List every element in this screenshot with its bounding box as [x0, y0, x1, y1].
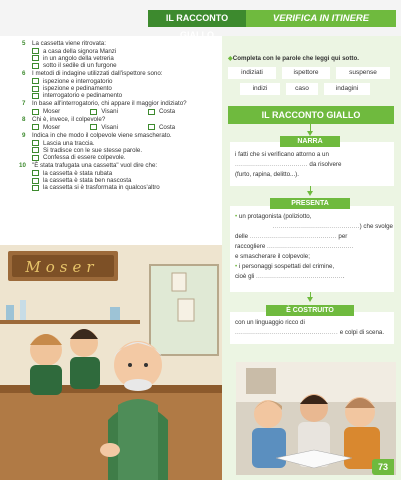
word-chip[interactable]: caso [286, 83, 318, 95]
checkbox[interactable] [148, 109, 155, 115]
word-chip[interactable]: indagini [324, 83, 370, 95]
question-5 [22, 40, 220, 69]
presenta-label: PRESENTA [270, 198, 350, 209]
option[interactable] [32, 147, 220, 154]
option[interactable] [32, 177, 220, 184]
diamond-icon: ◆ [228, 55, 233, 62]
blank-line[interactable]: .................................... [235, 161, 308, 168]
checkbox[interactable] [32, 63, 39, 69]
word-chip[interactable]: suspense [336, 67, 390, 79]
option[interactable] [32, 78, 220, 85]
question-text: I metodi di indagine utilizzati dall'ispettore sono: [32, 70, 163, 78]
blank-line[interactable]: ........................................... [249, 233, 337, 240]
option[interactable] [32, 170, 220, 177]
question-text: Indica in che modo il colpevole viene smascherato. [32, 132, 172, 139]
option[interactable] [148, 124, 175, 131]
checkbox[interactable] [32, 93, 39, 99]
word-chip[interactable]: ispettore [282, 67, 330, 79]
option[interactable] [32, 140, 220, 147]
children-reading-photo [236, 362, 396, 475]
option[interactable] [32, 85, 220, 92]
option-label: Lascia una traccia. [43, 139, 95, 147]
blank-line[interactable]: ................................................... [235, 329, 338, 336]
narra-text [235, 150, 393, 180]
question-number: 5 [22, 40, 26, 47]
checkbox[interactable] [32, 86, 39, 92]
instruction-text: Completa con le parole che leggi qui sotto. [232, 55, 359, 62]
narra-line: i fatti che si verificano attorno a un [235, 151, 329, 158]
option-label: Costa [158, 108, 176, 115]
option[interactable] [148, 108, 175, 115]
option[interactable] [32, 124, 60, 131]
blank-line[interactable]: ........................................... [267, 243, 354, 250]
bullet-icon: • [235, 213, 239, 220]
option[interactable] [32, 108, 60, 115]
checkbox[interactable] [32, 140, 39, 146]
option-label: Si tradisce con le sue stesse parole. [43, 146, 143, 154]
checkbox[interactable] [32, 155, 39, 161]
question-8 [22, 116, 220, 131]
option[interactable] [32, 92, 220, 99]
option-label: Moser [43, 123, 61, 131]
checkbox[interactable] [32, 170, 39, 176]
checkbox[interactable] [32, 55, 39, 61]
arrow-down-icon [307, 297, 313, 302]
arrow-down-icon [307, 191, 313, 196]
narra-line: .................................... da risolvere [235, 161, 342, 168]
checkbox[interactable] [32, 178, 39, 184]
option-label: in un angolo della vetreria [43, 54, 114, 62]
option-label: la cassetta si è trasformata in qualcos'altro [43, 184, 160, 192]
illustration-svg [0, 245, 222, 480]
question-text: Chi è, invece, il colpevole? [32, 116, 106, 124]
option-label: interrogatorio e pedinamento [43, 92, 123, 100]
option[interactable] [32, 48, 220, 55]
question-number: 9 [22, 132, 26, 139]
question-10 [19, 162, 220, 192]
option-label: Visani [101, 123, 118, 131]
page-number: 73 [372, 459, 394, 475]
word-chip[interactable]: indizi [240, 83, 280, 95]
question-9 [22, 132, 220, 161]
option[interactable] [90, 108, 118, 115]
option-label: ispezione e interrogatorio [43, 77, 113, 85]
costruito-label: È COSTRUITO [266, 305, 354, 316]
costruito-text: con un linguaggio ricco di ................................................... e colpi di scena. [235, 319, 385, 336]
option-label: Confessa di essere colpevole. [43, 154, 126, 161]
bullet-icon: • [235, 263, 239, 270]
option[interactable] [32, 55, 220, 62]
workshop-illustration [0, 245, 222, 480]
option-label: Visani [101, 108, 118, 115]
instruction [228, 55, 398, 62]
checkbox[interactable] [32, 48, 39, 54]
blank-line[interactable]: ........................................... [256, 273, 343, 280]
question-number: 7 [22, 100, 26, 108]
checkbox[interactable] [32, 109, 39, 115]
option[interactable] [32, 154, 220, 161]
question-text: In base all'interrogatorio, chi appare il maggior indiziato? [32, 100, 187, 108]
narra-line: (furto, rapina, delitto...). [235, 171, 299, 178]
question-number: 6 [22, 70, 26, 78]
option-label: Moser [43, 108, 61, 115]
question-7 [22, 100, 220, 115]
sign-text: Moser [25, 258, 99, 276]
checkbox[interactable] [32, 78, 39, 84]
question-number: 10 [19, 162, 26, 170]
option-label: la cassetta è stata rubata [43, 169, 113, 177]
option-label: sotto il sedile di un furgone [43, 62, 117, 69]
presenta-text: • un protagonista (poliziotto, ...........................................) che svolge delle ........................................... per raccogliere ........................................... e smascherare il colpevole; • i personaggi sospettati del crimine, cioè gli ............................................ [235, 213, 393, 280]
question-6 [22, 70, 220, 100]
question-number: 8 [22, 116, 26, 124]
option[interactable] [90, 124, 118, 131]
blank-line[interactable]: ........................................... [272, 223, 360, 230]
questions-column [19, 40, 220, 192]
checkbox[interactable] [148, 124, 155, 130]
checkbox[interactable] [90, 124, 97, 130]
option-label: la cassetta è stata ben nascosta [43, 177, 132, 184]
option[interactable] [32, 184, 220, 191]
question-text: La cassetta viene ritrovata: [32, 40, 106, 47]
narra-label: NARRA [280, 136, 340, 147]
header-tab-verifica: VERIFICA IN ITINERE [246, 10, 396, 27]
option-label: a casa della signora Manzi [43, 47, 117, 55]
option-label: Costa [158, 123, 176, 131]
header-tab-il-racconto-giallo: IL RACCONTO GIALLO [148, 10, 246, 27]
page-header [0, 0, 401, 40]
word-chip[interactable]: indiziati [228, 67, 276, 79]
checkbox[interactable] [32, 147, 39, 153]
option[interactable] [32, 62, 220, 69]
question-text: "È stata trafugata una cassetta" vuol dire che: [32, 162, 158, 170]
checkbox[interactable] [90, 109, 97, 115]
checkbox[interactable] [32, 124, 39, 130]
banner-title: IL RACCONTO GIALLO [228, 106, 394, 124]
option-label: ispezione e pedinamento [43, 85, 112, 92]
checkbox[interactable] [32, 185, 39, 191]
